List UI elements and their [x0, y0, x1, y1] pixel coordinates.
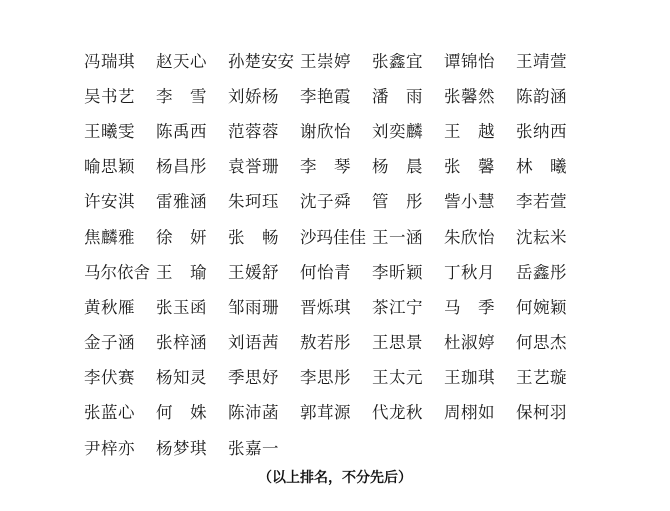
name-entry: 张 馨: [444, 157, 495, 177]
name-entry: 李若萱: [516, 192, 567, 212]
name-entry: 李昕颖: [372, 262, 423, 282]
name-entry: 李 琴: [300, 157, 351, 177]
name-entry: 陈禹西: [156, 121, 207, 141]
name-entry: 郭茸源: [300, 403, 351, 423]
name-entry: 朱欣怡: [444, 227, 495, 247]
name-entry: 王崇婷: [300, 51, 351, 71]
name-entry: 沙玛佳佳: [300, 227, 366, 247]
name-entry: 潘 雨: [372, 86, 423, 106]
name-entry: 谢欣怡: [300, 121, 351, 141]
name-entry: 张馨然: [444, 86, 495, 106]
name-entry: 王 瑜: [156, 262, 207, 282]
name-entry: 管 彤: [372, 192, 423, 212]
name-entry: 赵天心: [156, 51, 207, 71]
name-entry: 何 姝: [156, 403, 207, 423]
name-entry: 刘奕麟: [372, 121, 423, 141]
name-entry: 马 季: [444, 297, 495, 317]
name-entry: 邹雨珊: [228, 297, 279, 317]
name-entry: 王媛舒: [228, 262, 279, 282]
name-entry: 朱珂珏: [228, 192, 279, 212]
name-entry: 季思妤: [228, 368, 279, 388]
name-entry: 孙楚安安: [228, 51, 294, 71]
name-entry: 陈韵涵: [516, 86, 567, 106]
name-entry: 岳鑫彤: [516, 262, 567, 282]
name-entry: 何思杰: [516, 333, 567, 353]
name-entry: 张玉函: [156, 297, 207, 317]
name-entry: 杨知灵: [156, 368, 207, 388]
name-entry: 丁秋月: [444, 262, 495, 282]
name-entry: 王太元: [372, 368, 423, 388]
name-entry: 喻思颖: [84, 157, 135, 177]
name-entry: 冯瑞琪: [84, 51, 135, 71]
name-entry: 张纳西: [516, 121, 567, 141]
name-entry: 李思彤: [300, 368, 351, 388]
name-entry: 沈耘米: [516, 227, 567, 247]
name-entry: 保柯羽: [516, 403, 567, 423]
name-entry: 范蓉蓉: [228, 121, 279, 141]
name-entry: 许安淇: [84, 192, 135, 212]
name-entry: 王珈琪: [444, 368, 495, 388]
name-entry: 刘语茜: [228, 333, 279, 353]
name-entry: 王思景: [372, 333, 423, 353]
name-entry: 马尔依舍: [84, 262, 150, 282]
name-entry: 金子涵: [84, 333, 135, 353]
name-entry: 杨梦琪: [156, 438, 207, 458]
name-entry: 李伏赛: [84, 368, 135, 388]
name-entry: 张鑫宜: [372, 51, 423, 71]
name-entry: 代龙秋: [372, 403, 423, 423]
name-entry: 尹梓亦: [84, 438, 135, 458]
name-entry: 张 畅: [228, 227, 279, 247]
name-entry: 杜淑婷: [444, 333, 495, 353]
name-entry: 李艳霞: [300, 86, 351, 106]
name-entry: 杨 晨: [372, 157, 423, 177]
name-entry: 刘娇杨: [228, 86, 279, 106]
footnote-text: （以上排名，不分先后）: [258, 470, 412, 486]
name-entry: 吴书艺: [84, 86, 135, 106]
name-entry: 王一涵: [372, 227, 423, 247]
name-entry: 沈子舜: [300, 192, 351, 212]
name-entry: 茶江宁: [372, 297, 423, 317]
name-entry: 晋烁琪: [300, 297, 351, 317]
name-entry: 訾小慧: [444, 192, 495, 212]
name-entry: 王曦雯: [84, 121, 135, 141]
name-entry: 陈沛菡: [228, 403, 279, 423]
name-entry: 雷雅涵: [156, 192, 207, 212]
name-entry: 徐 妍: [156, 227, 207, 247]
name-entry: 张蓝心: [84, 403, 135, 423]
name-entry: 何婉颖: [516, 297, 567, 317]
name-entry: 杨昌彤: [156, 157, 207, 177]
name-entry: 林 曦: [516, 157, 567, 177]
name-entry: 敖若彤: [300, 333, 351, 353]
name-entry: 张梓涵: [156, 333, 207, 353]
name-entry: 何怡青: [300, 262, 351, 282]
name-entry: 王靖萱: [516, 51, 567, 71]
name-entry: 谭锦怡: [444, 51, 495, 71]
name-entry: 张嘉一: [228, 438, 279, 458]
name-entry: 焦麟雅: [84, 227, 135, 247]
name-list-grid: [84, 44, 594, 466]
name-entry: 袁誉珊: [228, 157, 279, 177]
name-entry: 黄秋雁: [84, 297, 135, 317]
name-entry: 王 越: [444, 121, 495, 141]
name-entry: 周栩如: [444, 403, 495, 423]
name-entry: 王艺璇: [516, 368, 567, 388]
name-entry: 李 雪: [156, 86, 207, 106]
